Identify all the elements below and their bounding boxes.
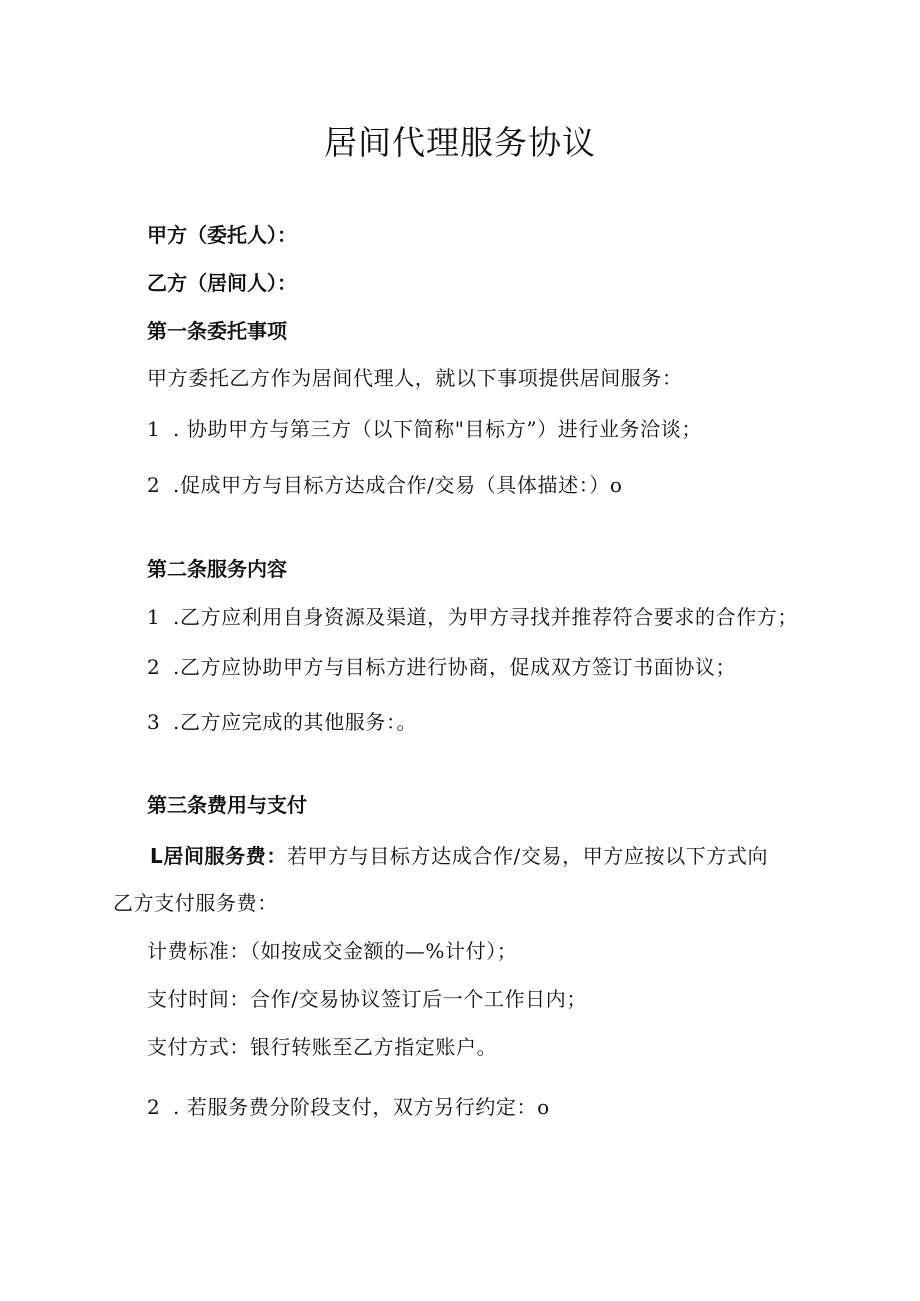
document-title: 居间代理服务协议 <box>324 123 596 162</box>
item-number: 1 <box>147 605 161 629</box>
item-text: . 协助甲方与第三方（以下简称"目标方”）进行业务洽谈； <box>173 417 702 441</box>
item-number: 3 <box>147 710 161 734</box>
party-a-line: 甲方（委托人）： <box>147 223 297 247</box>
article1-item-1 <box>147 416 702 442</box>
item-text: . 若服务费分阶段支付，双方另行约定：o <box>173 1095 550 1119</box>
payment-time: 支付时间：合作/交易协议签订后一个工作日内； <box>147 987 587 1011</box>
article1-heading: 第一条委托事项 <box>147 319 287 343</box>
article2-item-3 <box>147 709 417 735</box>
item-number: 1 <box>147 417 161 441</box>
article3-fee-line1 <box>150 843 768 869</box>
item-text: .促成甲方与目标方达成合作/交易（具体描述：）o <box>173 473 623 497</box>
fee-standard: 计费标准：（如按成交金额的—%计付）； <box>147 939 518 963</box>
article3-fee-line2: 乙方支付服务费： <box>113 891 278 915</box>
article3-heading: 第三条费用与支付 <box>147 793 307 817</box>
item-number: 2 <box>147 655 161 679</box>
fee-text: 若甲方与目标方达成合作/交易，甲方应按以下方式向 <box>286 844 769 868</box>
fee-label: L居间服务费： <box>150 844 287 868</box>
article2-heading: 第二条服务内容 <box>147 557 287 581</box>
item-text: .乙方应协助甲方与目标方进行协商，促成双方签订书面协议； <box>173 655 737 679</box>
item-number: 2 <box>147 473 161 497</box>
payment-method: 支付方式：银行转账至乙方指定账户。 <box>147 1035 498 1059</box>
item-text: .乙方应利用自身资源及渠道，为甲方寻找并推荐符合要求的合作方； <box>173 605 798 629</box>
article2-item-2 <box>147 654 736 680</box>
item-number: 2 <box>147 1095 161 1119</box>
article1-intro: 甲方委托乙方作为居间代理人，就以下事项提供居间服务： <box>147 366 683 390</box>
item-text: .乙方应完成的其他服务：。 <box>173 710 418 734</box>
article1-item-2 <box>147 472 623 498</box>
article3-item-2 <box>147 1094 550 1120</box>
party-b-line: 乙方（居间人）： <box>147 271 297 295</box>
article2-item-1 <box>147 604 798 630</box>
